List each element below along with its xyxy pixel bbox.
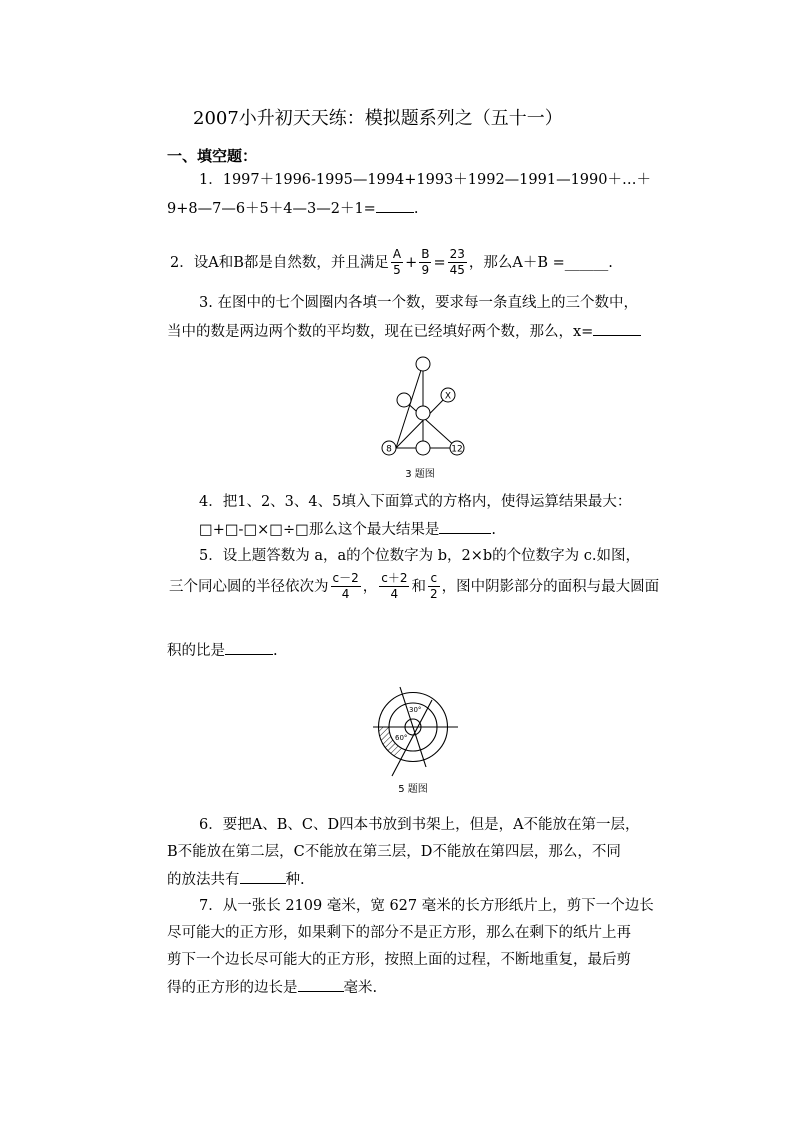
q7-line4: 得的正方形的边长是 毫米. xyxy=(167,977,377,998)
fraction-a-over-5: $\frac{A}{5}$ xyxy=(392,247,402,277)
q6-line1: 6．要把A、B、C、D四本书放到书架上，但是，A不能放在第一层， xyxy=(199,817,640,833)
q4-line2: □+□-□×□÷□那么这个最大结果是 . xyxy=(199,519,496,540)
q1-text: 9+8—7—6＋5＋4—3—2＋1= xyxy=(167,201,376,217)
label-x: X xyxy=(444,391,452,402)
figure-3-caption: 3 题图 xyxy=(405,469,435,480)
q2-prefix: 2．设A和B都是自然数，并且满足 xyxy=(170,254,389,271)
q7-line3: 剪下一个边长尽可能大的正方形，按照上面的过程，不断地重复，最后剪 xyxy=(167,952,631,968)
page-title: 2007小升初天天练：模拟题系列之（五十一） xyxy=(193,108,563,129)
answer-blank xyxy=(240,869,286,884)
q7-line1: 7．从一张长 2109 毫米，宽 627 毫米的长方形纸片上，剪下一个边长 xyxy=(199,898,654,914)
circle-center xyxy=(416,406,430,420)
angle-60-label: 60° xyxy=(395,734,408,742)
circle-left-mid xyxy=(397,393,411,407)
q5-line1: 5．设上题答数为 a，a的个位数字为 b，2×b的个位数字为 c.如图， xyxy=(199,548,641,564)
answer-blank xyxy=(225,640,273,655)
label-12: 12 xyxy=(451,444,463,455)
angle-30-label: 30° xyxy=(409,706,422,714)
fraction-c-plus-2-over-4: $\frac{c+2}{4}$ xyxy=(381,571,408,601)
q5-line2: 三个同心圆的半径依次为 $\frac{c-2}{4}$ ， $\frac{c+2}{4}$ 和 $\frac{c}{2}$ ，图中阴影部分的面积与最大圆面 xyxy=(169,571,660,601)
answer-blank xyxy=(439,519,491,534)
answer-blank xyxy=(298,977,344,992)
fraction-23-over-45: $\frac{23}{45}$ xyxy=(449,247,465,277)
answer-blank xyxy=(376,198,414,213)
circle-bottom-mid xyxy=(416,441,430,455)
q3-line1: 3. 在图中的七个圆圈内各填一个数，要求每一条直线上的三个数中， xyxy=(199,295,638,311)
q4-line1: 4．把1、2、3、4、5填入下面算式的方格内，使得运算结果最大： xyxy=(199,494,632,510)
q7-line2: 尽可能大的正方形，如果剩下的部分不是正方形，那么在剩下的纸片上再 xyxy=(167,925,631,941)
fraction-b-over-9: $\frac{B}{9}$ xyxy=(421,247,430,277)
figure-3-circle-triangle xyxy=(376,350,476,485)
q1-line1: 1．1997＋1996-1995—1994+1993＋1992—1991—1990＋…＋ xyxy=(199,172,651,188)
circle-top xyxy=(416,357,430,371)
figure-5-concentric-circles xyxy=(370,672,465,798)
label-8: 8 xyxy=(386,444,392,455)
section-heading: 一、填空题： xyxy=(167,147,258,165)
q3-line2: 当中的数是两边两个数的平均数，现在已经填好两个数，那么，x= xyxy=(167,321,641,342)
q5-line3: 积的比是 . xyxy=(167,640,278,661)
q6-line3: 的放法共有 种. xyxy=(167,869,305,890)
figure-5-caption: 5 题图 xyxy=(398,784,428,795)
q1-line2: 9+8—7—6＋5＋4—3—2＋1= . xyxy=(167,198,418,219)
q2-line: 2．设A和B都是自然数，并且满足 $\frac{A}{5}$ + $\frac{B}{9}$ = $\frac{23}{45}$ ，那么A＋B =______. xyxy=(170,247,613,277)
q6-line2: B不能放在第二层，C不能放在第三层，D不能放在第四层，那么，不同 xyxy=(167,844,621,860)
answer-blank xyxy=(593,321,641,336)
q2-suffix: ，那么A＋B =______. xyxy=(468,254,613,271)
fraction-c-minus-2-over-4: $\frac{c-2}{4}$ xyxy=(332,571,359,601)
fraction-c-over-2: $\frac{c}{2}$ xyxy=(429,571,438,601)
